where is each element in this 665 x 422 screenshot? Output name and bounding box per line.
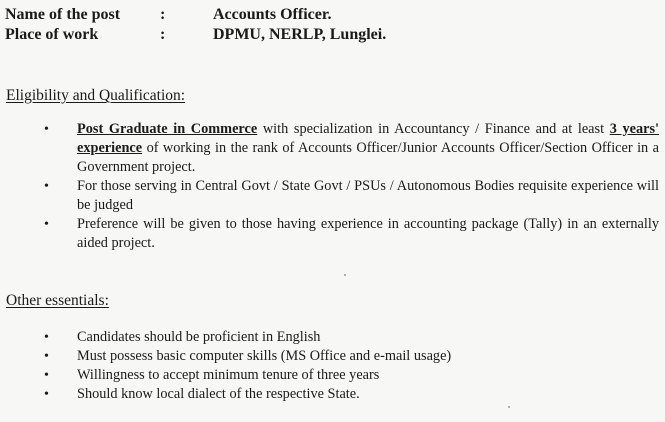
post-name-value: Accounts Officer. (213, 6, 332, 23)
list-item (0, 385, 640, 404)
post-name-label: Name of the post (5, 6, 121, 23)
other-essentials-list (0, 328, 640, 404)
list-item (0, 177, 659, 215)
list-item (0, 328, 640, 347)
bullet-icon: • (44, 368, 49, 383)
bullet-icon: • (44, 217, 49, 232)
bullet-icon: • (44, 387, 49, 402)
place-of-work-label: Place of work (5, 26, 99, 43)
list-item-text: Candidates should be proficient in English (77, 329, 321, 345)
qualification-emphasis: Post Graduate in Commerce (77, 121, 258, 137)
list-item-text: Preference will be given to those having experience in accounting package (Tally) in an externally aided project. (77, 216, 659, 251)
bullet-icon: • (44, 349, 49, 364)
eligibility-heading: Eligibility and Qualification: (6, 87, 186, 104)
list-item-text: Willingness to accept minimum tenure of three years (77, 367, 380, 383)
place-of-work-colon: : (160, 26, 166, 43)
scan-speck (344, 274, 346, 276)
scan-speck (508, 406, 510, 408)
qualification-text: with specialization in Accountancy / Finance and at least (257, 121, 610, 137)
list-item-text: For those serving in Central Govt / State Govt / PSUs / Autonomous Bodies requisite experience will be judged (77, 178, 659, 213)
post-name-colon: : (160, 6, 166, 23)
bullet-icon: • (44, 179, 49, 194)
experience-emphasis: 3 years' experience (77, 121, 660, 156)
list-item-text: Must possess basic computer skills (MS Office and e-mail usage) (77, 348, 452, 364)
list-item-text: Should know local dialect of the respective State. (77, 386, 360, 402)
place-of-work-value: DPMU, NERLP, Lunglei. (213, 26, 387, 43)
bullet-icon: • (44, 330, 49, 345)
list-item (0, 366, 640, 385)
list-item (0, 215, 659, 253)
bullet-icon: • (44, 122, 49, 137)
other-essentials-heading: Other essentials: (6, 292, 109, 309)
list-item (0, 347, 640, 366)
list-item (0, 120, 659, 177)
experience-text: of working in the rank of Accounts Officer/Junior Accounts Officer/Section Officer in a Government project. (77, 140, 659, 175)
eligibility-list (0, 120, 659, 253)
